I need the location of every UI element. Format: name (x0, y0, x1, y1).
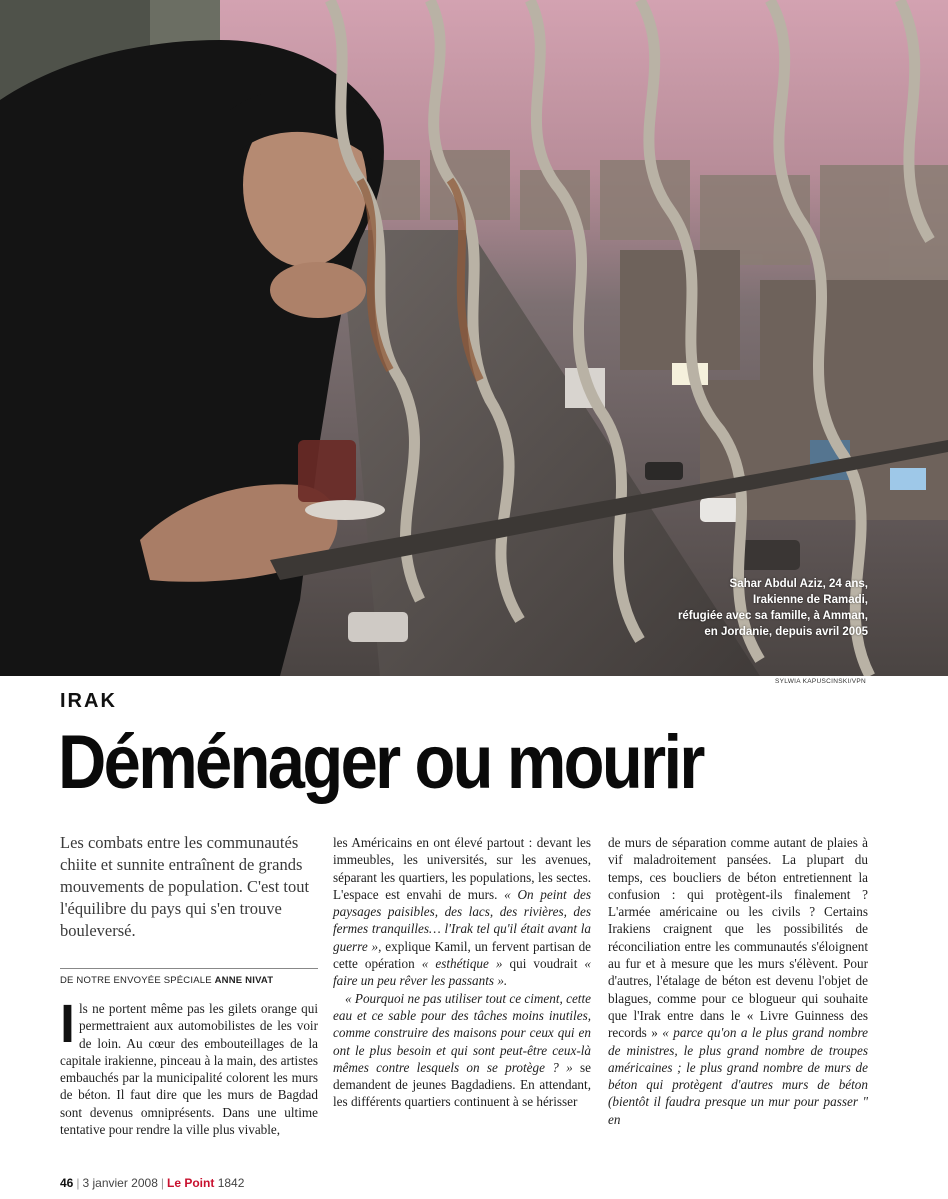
byline-prefix: DE NOTRE ENVOYÉE SPÉCIALE (60, 975, 212, 986)
quote-text: « Pourquoi ne pas utiliser tout ce ciment, cette eau et ce sable pour des tâches moins inutiles, comme construire des maisons pour ceux qui en ont le plus besoin et qui sont peut-être ceux-là mêmes contre lesquels on se protège ? » (333, 990, 591, 1075)
caption-line: Irakienne de Ramadi, (752, 594, 868, 606)
issue-number: 1842 (217, 1176, 245, 1190)
section-rubric: IRAK (60, 690, 117, 712)
column-text: de murs de séparation comme autant de plaies à vif maladroitement pansées. La plupart du temps, ces boucliers de béton entretiennent la confusion : qui protègent-ils finalement ? L'armée américaine ou les civils ? Certains Irakiens craignent que les possibilités de réconciliation entre les communautés s'éloignent au fur et à mesure que les murs s'élèvent. Pour d'autres, l'étalage de béton est devenu l'objet de blagues, comme pour ce blogueur qui souhaite que l'Irak entre dans le « Livre Guinness des records » (608, 835, 868, 1041)
article-column-1 (60, 994, 318, 1138)
quote-text: « On peint des paysages paisibles, des lacs, des rivières, des fermes tranquilles… l'Irak tel qu'il était avant la guerre » (333, 886, 591, 954)
article-lead: Les combats entre les communautés chiite et sunnite entraînent de grands mouvements de population. C'est tout l'équilibre du pays qui s'en trouve bouleversé. (60, 833, 310, 940)
byline (60, 975, 318, 986)
article-column-3 (608, 834, 868, 1128)
page-number: 46 (60, 1176, 74, 1190)
footer-separator: | (76, 1176, 80, 1190)
byline-author: ANNE NIVAT (214, 975, 274, 986)
photo-credit: SYLWIA KAPUSCINSKI/VPN (774, 678, 866, 685)
column-text: qui voudrait (502, 956, 585, 972)
column-text: se demandent de jeunes Bagdadiens. En attendant, les différents quartiers continuent à se hérisser (333, 1059, 591, 1110)
article-headline: Déménager ou mourir (58, 720, 703, 805)
column-text: ls ne portent même pas les gilets orange qui permettraient aux automobilistes de les voir de loin. Au cœur des embouteillages de la capitale irakienne, pinceau à la main, des artistes embauchés par la municipalité colorent les murs de béton. Il faut dire que les murs de Bagdad sont devenus omniprésents. Dans une ultime tentative pour rendre la ville plus vivable, (60, 1001, 318, 1138)
footer-separator: | (160, 1176, 164, 1190)
magazine-brand: Le Point (167, 1176, 215, 1190)
caption-line: Sahar Abdul Aziz, 24 ans, (729, 578, 868, 590)
byline-divider (60, 968, 318, 969)
page-footer (60, 1176, 244, 1190)
column-text: , explique Kamil, un fervent partisan de cette opération (333, 938, 592, 972)
quote-text: « parce qu'on a le plus grand nombre de ministres, le plus grand nombre de troupes américaines ; le plus grand nombre de murs de béton qui protègent d'autres murs de béton (bientôt il faudra presque un mur pour passer " en (608, 1025, 868, 1127)
photo-caption (608, 576, 868, 640)
article-column-2 (333, 834, 591, 1111)
quote-text: « faire un peu rêver les passants ». (333, 956, 591, 989)
column-text: les Américains en ont élevé partout : devant les immeubles, les universités, sur les avenues, séparant les quartiers, les populations, les sectes. L'espace est envahi de murs. (333, 835, 591, 902)
issue-date: 3 janvier 2008 (82, 1176, 158, 1190)
drop-cap: I (60, 994, 76, 1054)
caption-line: en Jordanie, depuis avril 2005 (704, 626, 868, 638)
quote-text: « esthétique » (421, 956, 503, 972)
caption-line: réfugiée avec sa famille, à Amman, (677, 610, 868, 622)
